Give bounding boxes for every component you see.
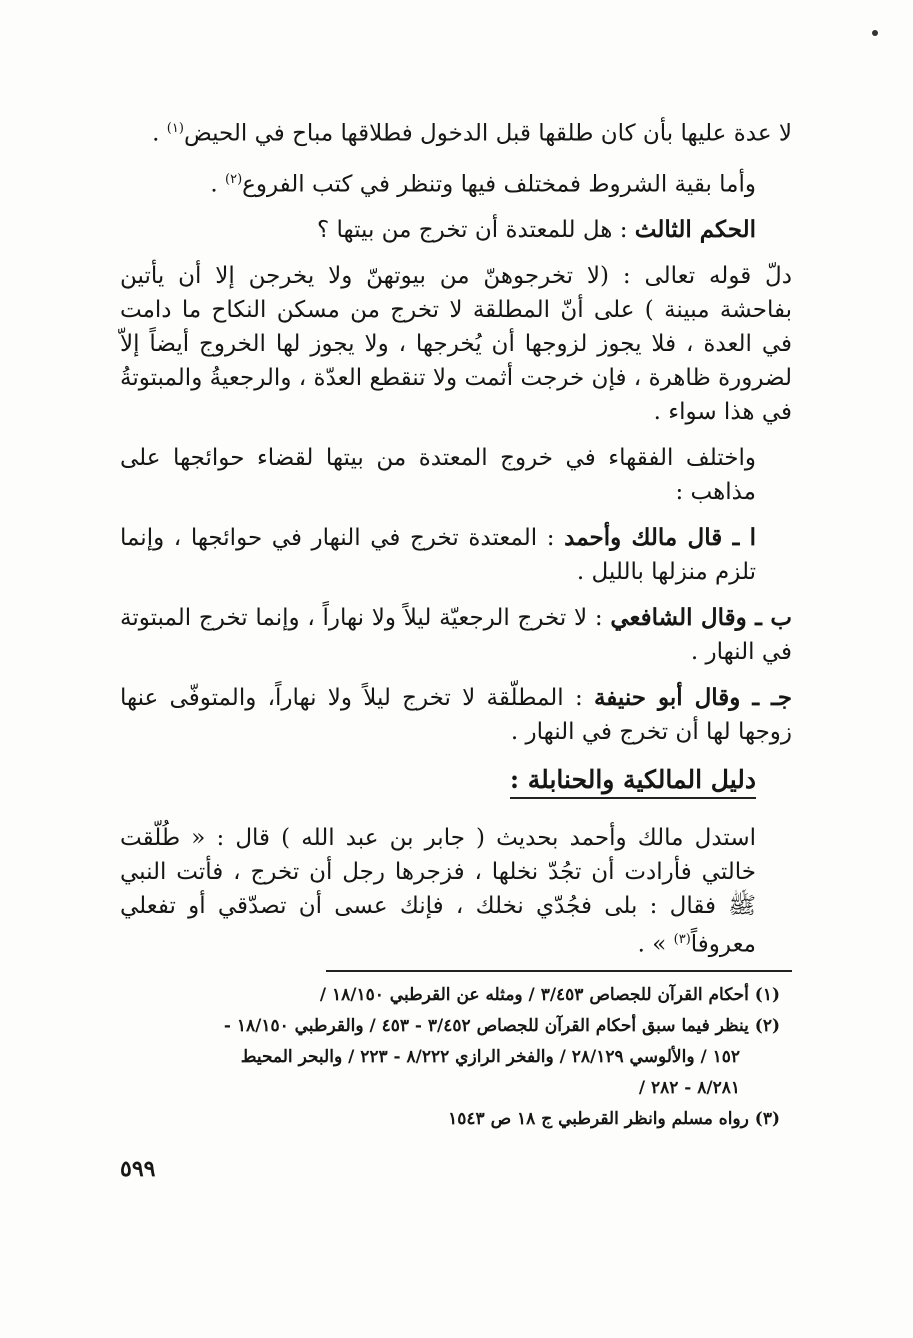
opinion-abu-hanifa: [120, 681, 792, 749]
section-heading-third-ruling: [120, 213, 792, 247]
page-number: ٥٩٩: [120, 1156, 156, 1182]
paragraph-2-end: .: [210, 171, 225, 198]
paragraph-hadith-end: » .: [637, 931, 674, 958]
page-body: [120, 112, 792, 974]
paragraph-jurists: واختلف الفقهاء في خروج المعتدة من بيتها لقضاء حوائجها على مذاهب :: [120, 445, 756, 506]
subheading-maliki-hanbali-evidence: دليل المالكية والحنابلة :: [510, 765, 756, 799]
section-heading-label: الحكم الثالث: [634, 216, 756, 244]
opinion-2-text: : لا تخرج الرجعيّة ليلاً ولا نهاراً ، وإنما تخرج المبتوتة في النهار .: [120, 605, 792, 666]
section-heading-question: : هل للمعتدة أن تخرج من بيتها ؟: [316, 217, 635, 244]
footnote-divider: [326, 970, 792, 972]
footnote-1: (١) أحكام القرآن للجصاص ٣/٤٥٣ / ومثله عن القرطبي ١٨/١٥٠ /: [319, 985, 780, 1005]
opinion-malik-ahmad: [120, 521, 792, 589]
footnote-3: (٣) رواه مسلم وانظر القرطبي ج ١٨ ص ١٥٤٣: [448, 1109, 780, 1129]
opinion-shafii: [120, 601, 792, 669]
opinion-1-text: : المعتدة تخرج في النهار في حوائجها ، وإنما تلزم منزلها بالليل .: [120, 525, 756, 586]
footnotes: [120, 980, 780, 1135]
paragraph-1-text: لا عدة عليها بأن كان طلقها قبل الدخول فطلاقها مباح في الحيض: [183, 120, 792, 147]
footnote-2: (٢) ينظر فيما سبق أحكام القرآن للجصاص ٣/٤٥٢ - ٤٥٣ / والقرطبي ١٨/١٥٠ -: [223, 1016, 780, 1036]
footnote-2-line-2: ١٥٢ / والألوسي ٢٨/١٢٩ / والفخر الرازي ٨/٢٢٢ - ٢٢٣ / والبحر المحيط: [240, 1047, 740, 1067]
footnote-ref-2: (٢): [225, 171, 243, 187]
subheading-wrap: [120, 765, 792, 799]
opinion-3-text: : المطلّقة لا تخرج ليلاً ولا نهاراً، والمتوفّى عنها زوجها لها أن تخرج في النهار .: [120, 685, 792, 746]
opinion-3-label: جـ ـ وقال أبو حنيفة: [593, 684, 792, 712]
paragraph-2: [120, 163, 792, 202]
paragraph-hadith-text: استدل مالك وأحمد بحديث ( جابر بن عبد الله ) قال : « طُلّقت خالتي فأرادت أن تجُدّ نخلها ، فزجرها رجل أن تخرج ، فأتت النبي ﷺ فقال : بلى فجُدّي نخلك ، فإنك عسى أن تصدّقي أو تفعلي معروفاً: [120, 825, 756, 958]
footnote-ref-3: (٣): [673, 932, 691, 948]
paragraph-1: [120, 112, 792, 151]
footnote-ref-1: (١): [166, 121, 184, 136]
paragraph-hadith: [120, 821, 792, 962]
opinion-2-label: ب ـ وقال الشافعي: [610, 604, 792, 632]
paragraph-2-text: وأما بقية الشروط فمختلف فيها وتنظر في كتب الفروع: [242, 171, 756, 198]
paragraph-1-end: .: [152, 120, 167, 147]
opinion-1-label: ا ـ قال مالك وأحمد: [564, 524, 756, 552]
footnote-2-line-3: ٨/٢٨١ - ٢٨٢ /: [638, 1078, 740, 1098]
scan-speck: [872, 30, 878, 36]
paragraph-evidence: دلّ قوله تعالى : (لا تخرجوهنّ من بيوتهنّ ولا يخرجن إلا أن يأتين بفاحشة مبينة ) على أنّ المطلقة لا تخرج من مسكن النكاح ما دامت في العدة ، فلا يجوز لزوجها أن يُخرجها ، ولا يجوز لها الخروج أيضاً إلاّ لضرورة ظاهرة ، فإن خرجت أثمت ولا تنقطع العدّة ، والرجعيةُ والمبتوتةُ في هذا سواء .: [120, 263, 792, 426]
